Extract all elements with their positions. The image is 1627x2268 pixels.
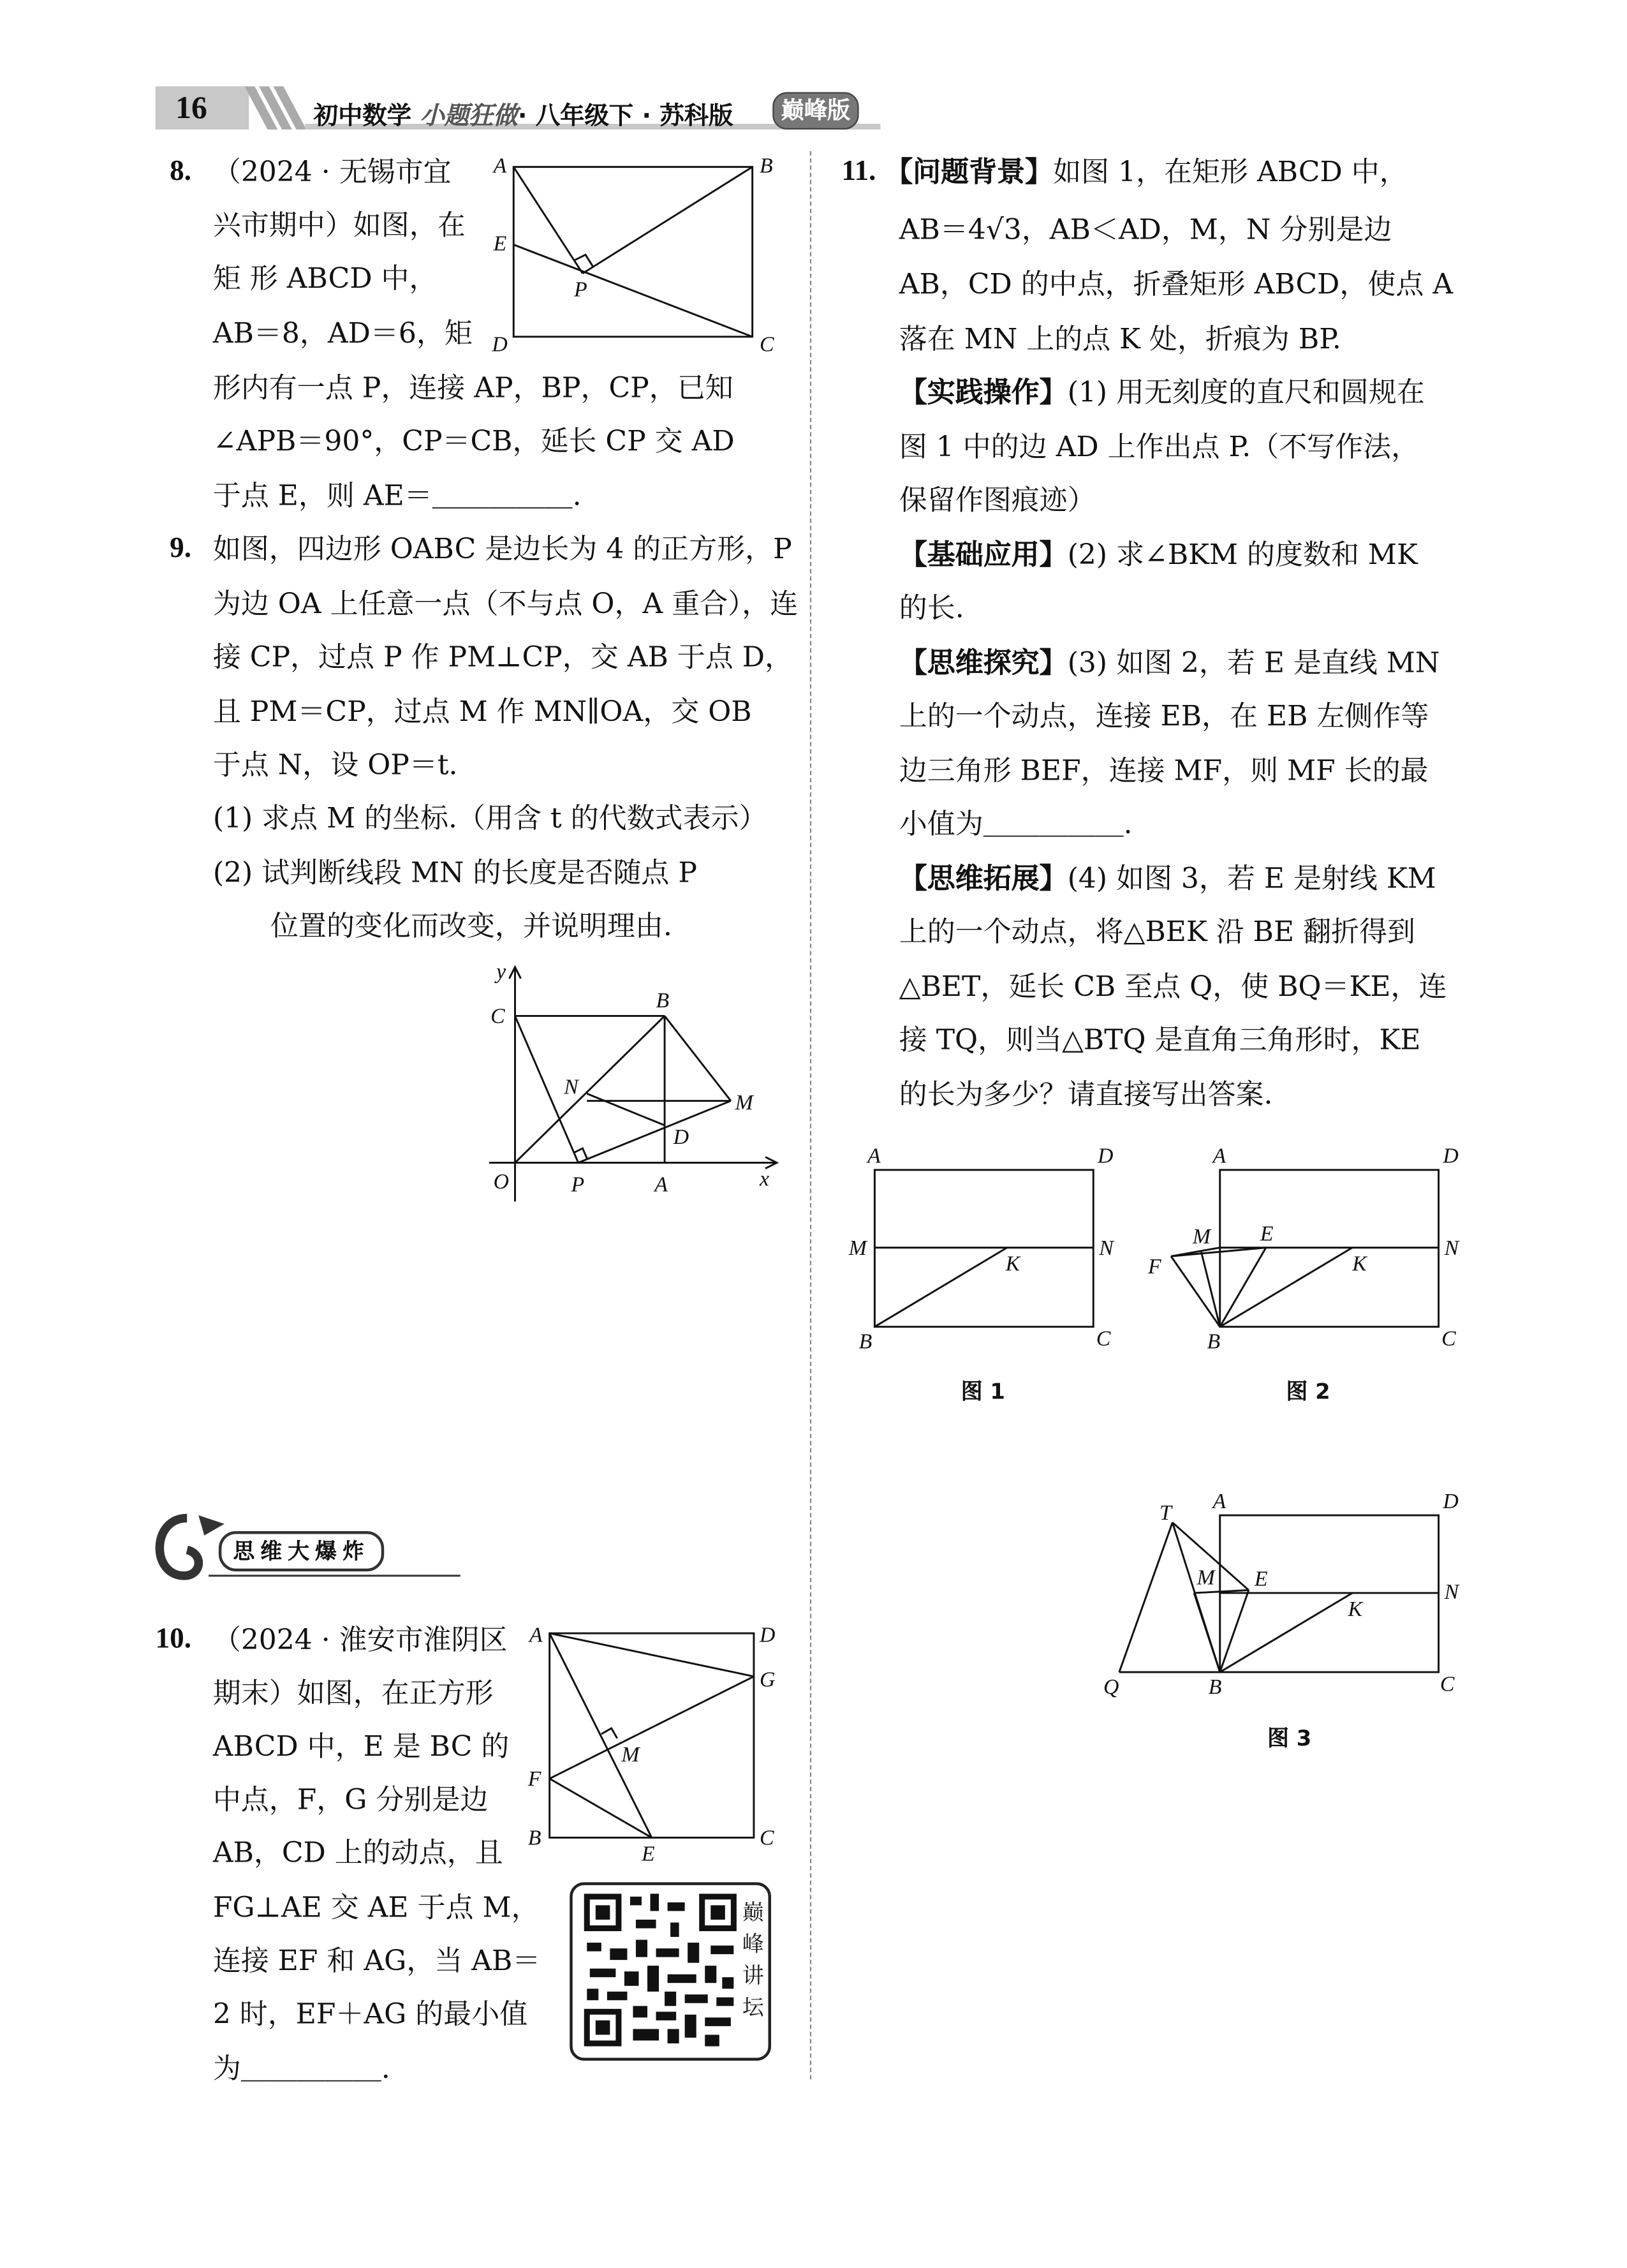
question-text-line: 如图，四边形 OABC 是边长为 4 的正方形，P	[212, 532, 792, 566]
figure-1-caption: 图 1	[961, 1378, 1005, 1405]
question-text-line: 接 TQ，则当△BTQ 是直角三角形时，KE	[899, 1023, 1421, 1056]
axis-x-label: x	[759, 1167, 769, 1191]
question-text-line: △BET，延长 CB 至点 Q，使 BQ＝KE，连	[899, 970, 1447, 1004]
label-C: C	[1439, 1672, 1455, 1696]
question-text-line: 位置的变化而改变，并说明理由.	[270, 909, 672, 943]
question-text-line: 连接 EF 和 AG，当 AB＝	[212, 1944, 541, 1978]
label-A: A	[867, 1144, 881, 1168]
label-E: E	[493, 232, 507, 256]
sub-question-1: (1) 求点 M 的坐标.（用含 t 的代数式表示）	[212, 801, 767, 835]
section-tag-background: 【问题背景】	[885, 155, 1054, 189]
label-B: B	[1208, 1675, 1222, 1699]
question-text-line: 保留作图痕迹）	[899, 483, 1096, 517]
question-text-line: 兴市期中）如图，在	[212, 209, 466, 242]
label-A: A	[1212, 1144, 1226, 1168]
label-N: N	[1444, 1236, 1459, 1260]
question-text-line: 落在 MN 上的点 K 处，折痕为 BP.	[899, 322, 1341, 356]
label-G: G	[759, 1668, 776, 1692]
question-text-line: ∠APB＝90°，CP＝CB，延长 CP 交 AD	[212, 424, 735, 458]
question-text-line: 上的一个动点，将△BEK 沿 BE 翻折得到	[899, 915, 1416, 949]
question-text-line: 于点 E，则 AE＝＿＿＿＿＿.	[212, 479, 582, 512]
question-text-line: 上的一个动点，连接 EB，在 EB 左侧作等	[899, 699, 1429, 733]
question-text-line: AB＝4√3，AB＜AD，M，N 分别是边	[899, 212, 1392, 246]
label-P: P	[571, 1173, 585, 1197]
title-subject: 初中数学	[313, 102, 412, 131]
label-E: E	[641, 1842, 655, 1866]
page-number: 16	[175, 89, 207, 126]
question-text-line: 边三角形 BEF，连接 MF，则 MF 长的最	[899, 753, 1429, 787]
sub-question-2: (2) 求∠BKM 的度数和 MK	[1067, 538, 1418, 572]
label-M: M	[621, 1742, 640, 1767]
edition-badge: 巅峰版	[772, 92, 858, 130]
label-M: M	[1196, 1566, 1215, 1590]
axis-y-label: y	[496, 960, 506, 984]
question-text-line: 形内有一点 P，连接 AP，BP，CP，已知	[212, 371, 733, 404]
figure-1	[848, 1145, 1115, 1354]
question-text-line: AB，CD 上的动点，且	[212, 1836, 503, 1870]
title-grade: · 八年级下 · 苏科版	[517, 102, 733, 131]
section-tag-explore: 【思维探究】	[899, 646, 1068, 679]
label-P: P	[573, 278, 587, 302]
label-B: B	[527, 1826, 541, 1850]
label-M: M	[1192, 1224, 1211, 1249]
label-K: K	[1348, 1597, 1363, 1622]
question-text-line: 为边 OA 上任意一点（不与点 O，A 重合），连	[212, 587, 799, 621]
figure-3-caption: 图 3	[1267, 1725, 1312, 1752]
question-text-line: 小值为＿＿＿＿＿.	[899, 807, 1133, 841]
figure-3	[1103, 1490, 1461, 1699]
question-text-line: 且 PM＝CP，过点 M 作 MN∥OA，交 OB	[212, 695, 752, 729]
label-D: D	[759, 1623, 776, 1647]
label-C: C	[759, 332, 774, 357]
question-text-line: 如图 1，在矩形 ABCD 中，	[1053, 155, 1408, 189]
question-text-line: 接 CP，过点 P 作 PM⊥CP，交 AB 于点 D，	[212, 640, 793, 674]
question-number: 9.	[170, 532, 191, 565]
label-K: K	[1005, 1252, 1020, 1276]
label-Q: Q	[1103, 1675, 1119, 1699]
figure-2-caption: 图 2	[1286, 1378, 1330, 1405]
qr-code-icon[interactable]	[581, 1891, 739, 2049]
question-number: 8.	[170, 155, 191, 188]
section-tag-extend: 【思维拓展】	[899, 862, 1068, 895]
label-K: K	[1352, 1252, 1367, 1276]
label-D: D	[1443, 1144, 1459, 1168]
label-N: N	[1444, 1580, 1459, 1604]
label-B: B	[656, 988, 670, 1012]
label-C: C	[490, 1004, 505, 1028]
label-D: D	[673, 1125, 689, 1150]
label-D: D	[492, 332, 508, 357]
question-text-line: AB＝8，AD＝6，矩	[212, 316, 473, 350]
label-M: M	[735, 1091, 753, 1115]
question-text-line: 图 1 中的边 AD 上作出点 P.（不写作法，	[899, 430, 1420, 464]
question-text-line: ABCD 中，E 是 BC 的	[212, 1730, 510, 1763]
question-text-line: 的长为多少？请直接写出答案.	[899, 1078, 1273, 1111]
label-D: D	[1443, 1489, 1459, 1513]
section-tag-practice: 【实践操作】	[899, 375, 1068, 409]
label-N: N	[564, 1075, 578, 1099]
label-M: M	[848, 1236, 867, 1260]
question-text-line: AB，CD 的中点，折叠矩形 ABCD，使点 A	[899, 267, 1454, 301]
label-C: C	[1096, 1326, 1111, 1351]
label-C: C	[1441, 1326, 1456, 1351]
label-F: F	[1147, 1255, 1161, 1279]
label-A: A	[654, 1173, 668, 1197]
brand-logo-text: 小题狂做	[420, 102, 518, 131]
label-E: E	[1254, 1567, 1268, 1591]
label-A: A	[493, 154, 507, 178]
label-B: B	[858, 1330, 872, 1354]
label-D: D	[1098, 1144, 1114, 1168]
label-E: E	[1260, 1222, 1274, 1246]
label-O: O	[493, 1170, 510, 1194]
question-text-line: FG⊥AE 交 AE 于点 M，	[212, 1890, 540, 1924]
sub-question-1: (1) 用无刻度的直尺和圆规在	[1067, 375, 1425, 409]
question-number: 11.	[841, 155, 876, 188]
figure-2	[1147, 1145, 1461, 1354]
section-tag-basic: 【基础应用】	[899, 538, 1068, 572]
qr-code-card[interactable]	[570, 1882, 771, 2061]
label-T: T	[1160, 1501, 1172, 1525]
label-B: B	[1207, 1330, 1221, 1354]
label-A: A	[529, 1623, 543, 1647]
question-text-line: （2024 · 淮安市淮阴区	[212, 1623, 508, 1657]
label-B: B	[759, 154, 773, 178]
question-text-line: 2 时，EF＋AG 的最小值	[212, 1997, 528, 2031]
question-text-line: 于点 N，设 OP＝t.	[212, 748, 458, 782]
label-C: C	[759, 1826, 774, 1850]
question-text-line: （2024 · 无锡市宜	[212, 155, 452, 189]
sub-question-2: (2) 试判断线段 MN 的长度是否随点 P	[212, 856, 698, 889]
sub-question-4: (4) 如图 3，若 E 是射线 KM	[1067, 862, 1436, 895]
question-number: 10.	[155, 1623, 191, 1655]
label-N: N	[1099, 1236, 1114, 1260]
section-title: 思维大爆炸	[219, 1531, 384, 1571]
question-text-line: 的长.	[899, 591, 964, 625]
question-text-line: 中点，F，G 分别是边	[212, 1783, 489, 1816]
qr-label: 巅峰讲坛	[742, 1899, 764, 2020]
question-text-line: 期末）如图，在正方形	[212, 1676, 494, 1710]
question-text-line: 矩 形 ABCD 中，	[212, 262, 438, 295]
question-text-line: 为＿＿＿＿＿.	[212, 2052, 390, 2086]
label-A: A	[1212, 1489, 1226, 1513]
sub-question-3: (3) 如图 2，若 E 是直线 MN	[1067, 646, 1440, 679]
label-F: F	[527, 1767, 541, 1791]
